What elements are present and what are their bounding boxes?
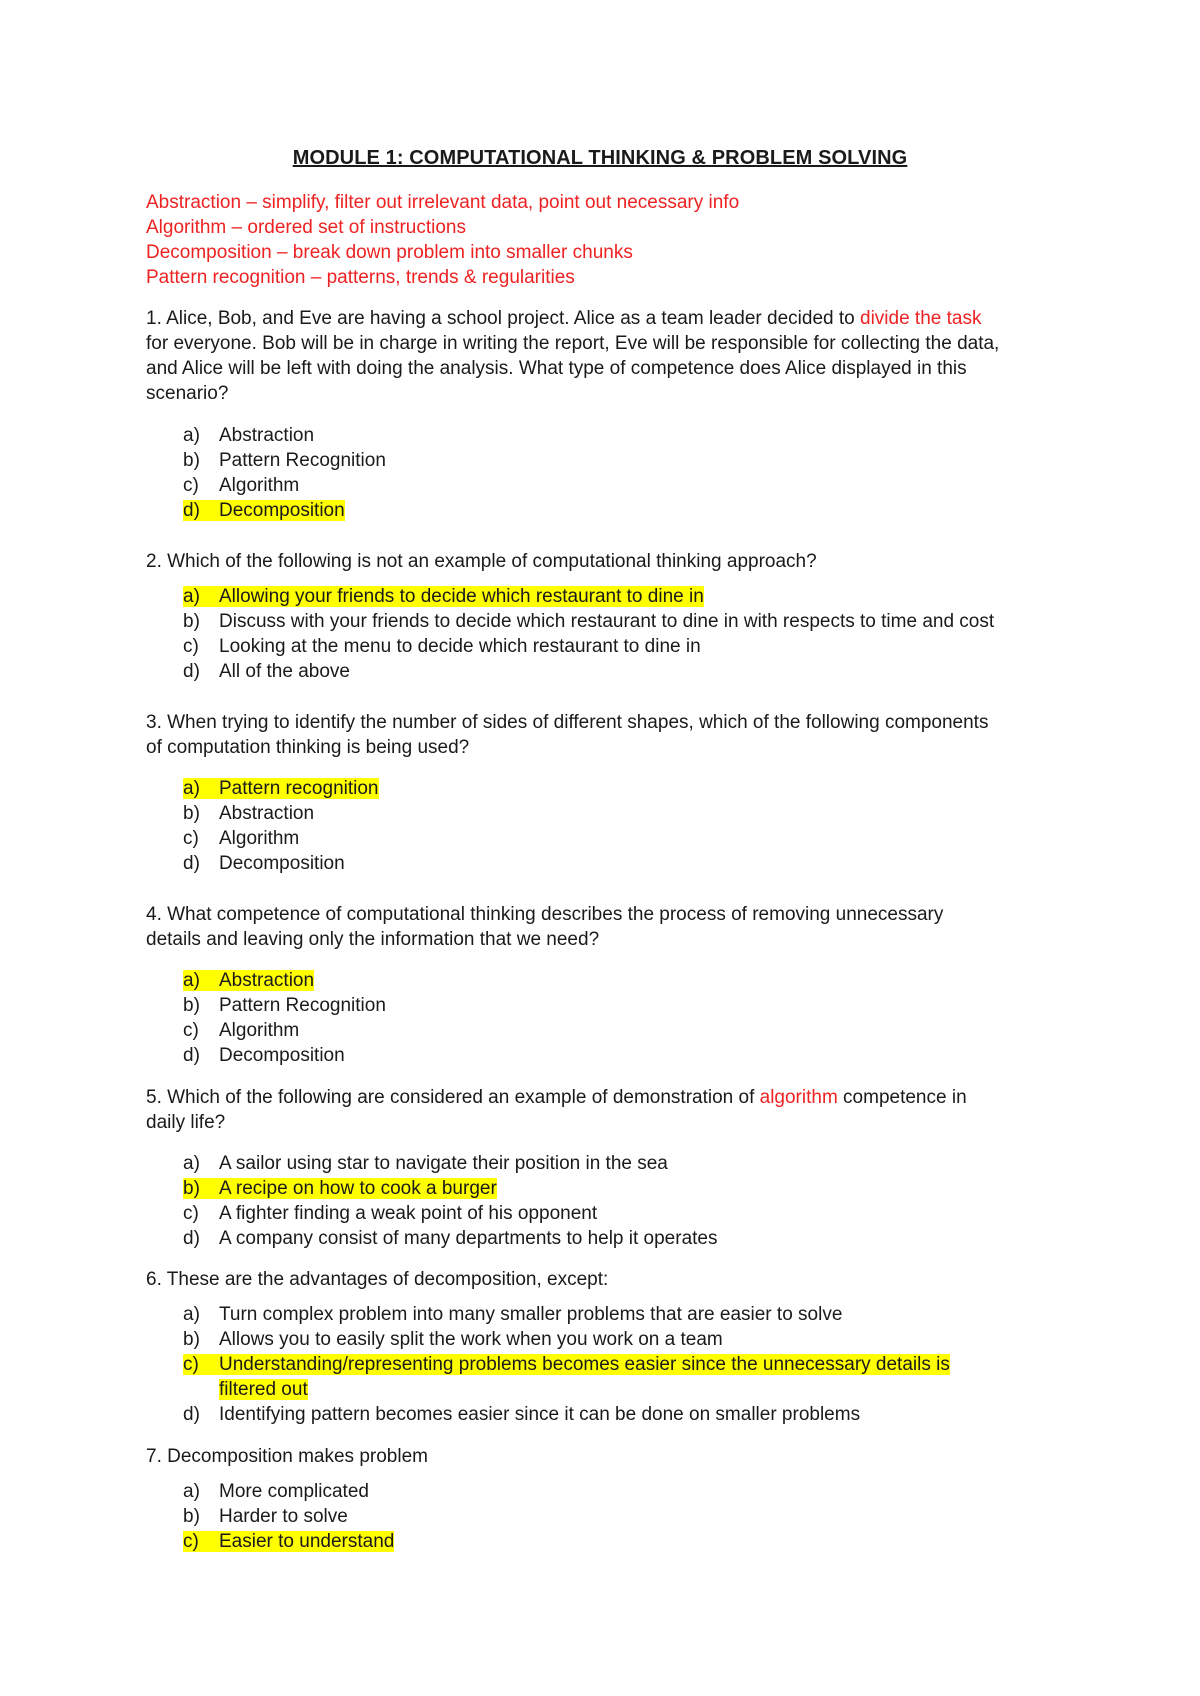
q1-option-c: c) Algorithm bbox=[183, 475, 300, 496]
q1-option-a: a) Abstraction bbox=[183, 425, 315, 446]
q7-option-c-answer: c) Easier to understand bbox=[183, 1531, 395, 1552]
q5-option-a: a) A sailor using star to navigate their position in the sea bbox=[183, 1153, 668, 1174]
question-6-line-1: 6. These are the advantages of decomposition, except: bbox=[146, 1269, 609, 1290]
emphasis-divide-the-task: divide the task bbox=[860, 308, 982, 329]
q2-option-a-answer: a) Allowing your friends to decide which restaurant to dine in bbox=[183, 586, 704, 607]
definition-pattern-recognition: Pattern recognition – patterns, trends & regularities bbox=[146, 267, 575, 288]
question-3-line-1: 3. When trying to identify the number of sides of different shapes, which of the following components bbox=[146, 712, 989, 733]
q3-option-d: d) Decomposition bbox=[183, 853, 345, 874]
q7-option-b: b) Harder to solve bbox=[183, 1506, 348, 1527]
q1-option-b: b) Pattern Recognition bbox=[183, 450, 386, 471]
q4-option-c: c) Algorithm bbox=[183, 1020, 300, 1041]
definition-decomposition: Decomposition – break down problem into smaller chunks bbox=[146, 242, 633, 263]
question-1-line-1: 1. Alice, Bob, and Eve are having a school project. Alice as a team leader decided to divide the task bbox=[146, 308, 982, 329]
q5-option-b-answer: b) A recipe on how to cook a burger bbox=[183, 1178, 497, 1199]
q2-option-c: c) Looking at the menu to decide which restaurant to dine in bbox=[183, 636, 701, 657]
question-2-line-1: 2. Which of the following is not an example of computational thinking approach? bbox=[146, 551, 817, 572]
q3-option-b: b) Abstraction bbox=[183, 803, 315, 824]
question-4-line-1: 4. What competence of computational thinking describes the process of removing unnecessary bbox=[146, 904, 944, 925]
question-1-line-3: and Alice will be left with doing the analysis. What type of competence does Alice displayed in this bbox=[146, 358, 967, 379]
q6-option-d: d) Identifying pattern becomes easier since it can be done on smaller problems bbox=[183, 1404, 861, 1425]
question-7-line-1: 7. Decomposition makes problem bbox=[146, 1446, 428, 1467]
q3-option-c: c) Algorithm bbox=[183, 828, 300, 849]
q5-option-d: d) A company consist of many departments to help it operates bbox=[183, 1228, 718, 1249]
q4-option-b: b) Pattern Recognition bbox=[183, 995, 386, 1016]
question-3-line-2: of computation thinking is being used? bbox=[146, 737, 470, 758]
q4-option-a-answer: a) Abstraction bbox=[183, 970, 315, 991]
q3-option-a-answer: a) Pattern recognition bbox=[183, 778, 379, 799]
question-1-line-4: scenario? bbox=[146, 383, 229, 404]
page-title: MODULE 1: COMPUTATIONAL THINKING & PROBLEM SOLVING bbox=[292, 147, 908, 169]
q6-option-b: b) Allows you to easily split the work when you work on a team bbox=[183, 1329, 723, 1350]
question-1-line-2: for everyone. Bob will be in charge in writing the report, Eve will be responsible for collecting the data, bbox=[146, 333, 1000, 354]
definition-abstraction: Abstraction – simplify, filter out irrelevant data, point out necessary info bbox=[146, 192, 740, 213]
question-5-line-2: daily life? bbox=[146, 1112, 226, 1133]
q5-option-c: c) A fighter finding a weak point of his opponent bbox=[183, 1203, 598, 1224]
q2-option-d: d) All of the above bbox=[183, 661, 350, 682]
q7-option-a: a) More complicated bbox=[183, 1481, 369, 1502]
q6-option-c-continued: filtered out bbox=[219, 1379, 308, 1400]
q6-option-c-answer: c) Understanding/representing problems becomes easier since the unnecessary details is bbox=[183, 1354, 950, 1375]
question-4-line-2: details and leaving only the information that we need? bbox=[146, 929, 600, 950]
q2-option-b: b) Discuss with your friends to decide which restaurant to dine in with respects to time and cost bbox=[183, 611, 995, 632]
q1-option-d-answer: d) Decomposition bbox=[183, 500, 345, 521]
q6-option-a: a) Turn complex problem into many smaller problems that are easier to solve bbox=[183, 1304, 843, 1325]
definition-algorithm: Algorithm – ordered set of instructions bbox=[146, 217, 466, 238]
emphasis-algorithm: algorithm bbox=[759, 1087, 838, 1108]
question-5-line-1: 5. Which of the following are considered an example of demonstration of algorithm competence in bbox=[146, 1087, 967, 1108]
q4-option-d: d) Decomposition bbox=[183, 1045, 345, 1066]
